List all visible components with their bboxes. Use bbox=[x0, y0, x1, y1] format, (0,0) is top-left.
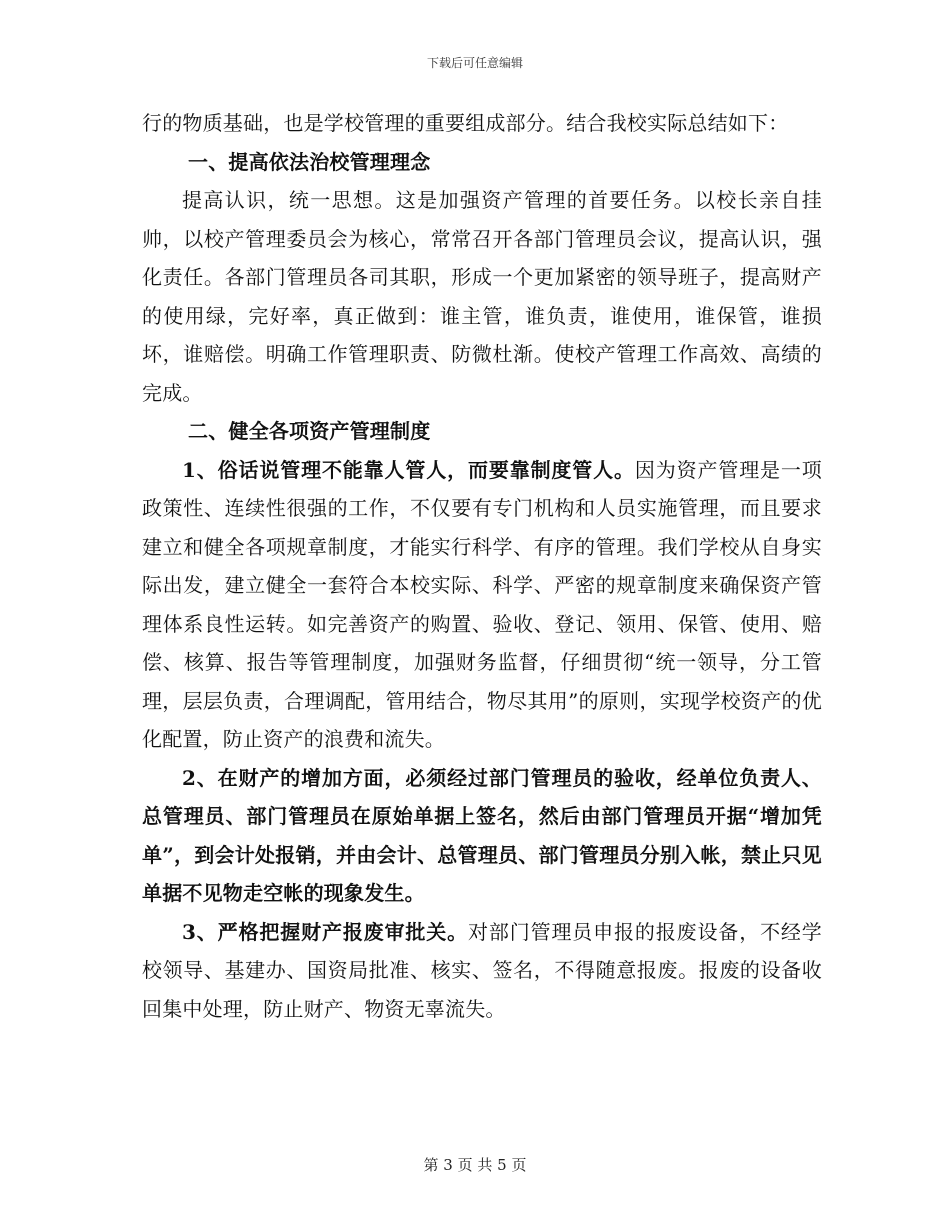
intro-paragraph: 行的物质基础，也是学校管理的重要组成部分。结合我校实际总结如下： bbox=[142, 111, 789, 135]
item-1-paragraph bbox=[142, 451, 822, 759]
item-3-lead: 3、严格把握财产报废审批关。 bbox=[182, 919, 468, 944]
item-1-lead: 1、俗话说管理不能靠人管人，而要靠制度管人。 bbox=[182, 457, 635, 482]
section-heading-2: 二、健全各项资产管理制度 bbox=[188, 419, 431, 443]
item-3-text: 对部门管理员申报的报废设备，不经学校领导、基建办、国资局批准、核实、签名，不得随意报废。报废的设备收回集中处理，防止财产、物资无辜流失。 bbox=[142, 919, 822, 1021]
item-3-paragraph bbox=[142, 913, 822, 1029]
item-1-text: 因为资产管理是一项政策性、连续性很强的工作，不仅要有专门机构和人员实施管理，而且要求建立和健全各项规章制度，才能实行科学、有序的管理。我们学校从自身实际出发，建立健全一套符合本校实际、科学、严密的规章制度来确保资产管理体系良性运转。如完善资产的购置、验收、登记、领用、保管、使用、赔偿、核算、报告等管理制度，加强财务监督，仔细贯彻“统一领导，分工管理，层层负责，合理调配，管用结合，物尽其用”的原则，实现学校资产的优化配置，防止资产的浪费和流失。 bbox=[142, 457, 822, 751]
page-header: 下载后可任意编辑 bbox=[426, 56, 523, 70]
document-body bbox=[142, 104, 822, 1028]
page-number: 第 3 页 共 5 页 bbox=[423, 1156, 527, 1174]
section-heading-1: 一、提高依法治校管理理念 bbox=[188, 149, 431, 174]
item-2-paragraph: 2、在财产的增加方面，必须经过部门管理员的验收，经单位负责人、总管理员、部门管理员在原始单据上签名，然后由部门管理员开据“增加凭单”，到会计处报销，并由会计、总管理员、部门管理员分别入帐，禁止只见单据不见物走空帐的现象发生。 bbox=[142, 765, 822, 905]
section-1-paragraph: 提高认识，统一思想。这是加强资产管理的首要任务。以校长亲自挂帅，以校产管理委员会为核心，常常召开各部门管理员会议，提高认识，强化责任。各部门管理员各司其职，形成一个更加紧密的领导班子，提高财产的使用绿，完好率，真正做到：谁主管，谁负责，谁使用，谁保管，谁损坏，谁赔偿。明确工作管理职责、防微杜渐。使校产管理工作高效、高绩的完成。 bbox=[142, 188, 822, 405]
